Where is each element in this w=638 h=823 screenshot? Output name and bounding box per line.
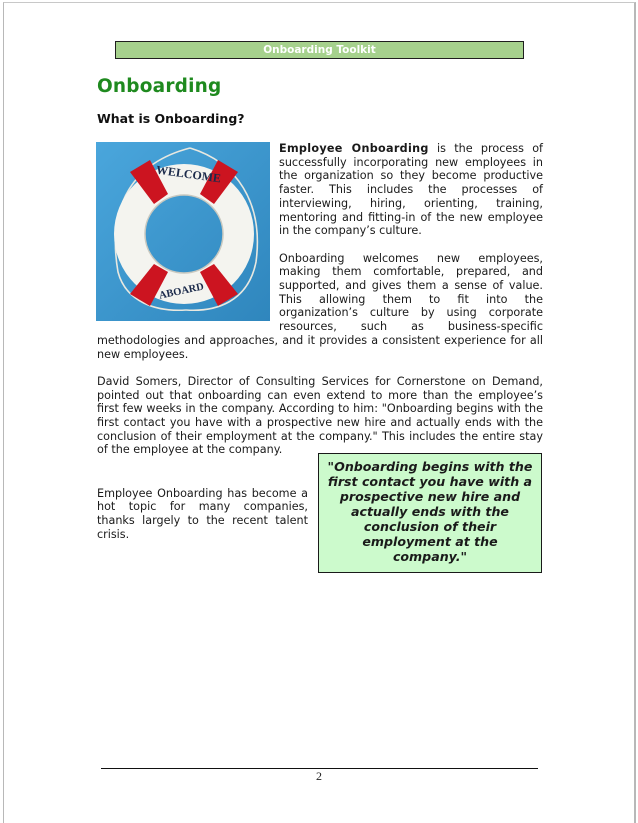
running-header — [115, 41, 524, 59]
pull-quote-text: "Onboarding begins with the first contact you have with a prospective new hire and actually ends with the conclusion of their employment at the company." — [327, 459, 533, 564]
running-header-title: Onboarding Toolkit — [263, 44, 376, 56]
page-title: Onboarding — [97, 76, 222, 97]
paragraph-david-somers — [97, 375, 543, 457]
paragraph-hot-topic: Employee Onboarding has become a hot topic for many companies, thanks largely to the recent talent crisis. — [97, 486, 308, 541]
paragraph-welcome: Onboarding welcomes new employees, making them comfortable, prepared, and supported, and gives them a sense of value. This allowing them to fit into the organization’s culture by using corporate resources, such as business-specific methodologies and approaches, and it provides a consistent experience for all new employees. — [97, 251, 543, 361]
term-employee-onboarding: Employee Onboarding — [279, 142, 429, 155]
section-heading: What is Onboarding? — [97, 111, 245, 126]
pull-quote-box — [318, 453, 542, 573]
ring-text-bottom: ABOARD — [158, 281, 205, 302]
paragraph-david-somers-text: David Somers, Director of Consulting Services for Cornerstone on Demand, pointed out that onboarding can even extend to more than the employee’s first few weeks in the company. According to him: "Onboarding begins with the first contact you have with a prospective new hire and actually ends with the conclusion of their employment at the company." This includes the entire stay of the employee at the company. — [97, 374, 543, 457]
body-content — [97, 142, 543, 457]
life-ring-image — [96, 142, 270, 321]
page-number: 2 — [316, 769, 322, 783]
lower-content — [97, 446, 543, 573]
paragraph-definition-text: is the process of successfully incorporating new employees in the organization so they become productive faster. This includes the processes of interviewing, hiring, orienting, training, mentoring and fitting-in of the new employee in the company’s culture. — [279, 142, 543, 238]
ring-text-top: WELCOME — [155, 162, 222, 186]
